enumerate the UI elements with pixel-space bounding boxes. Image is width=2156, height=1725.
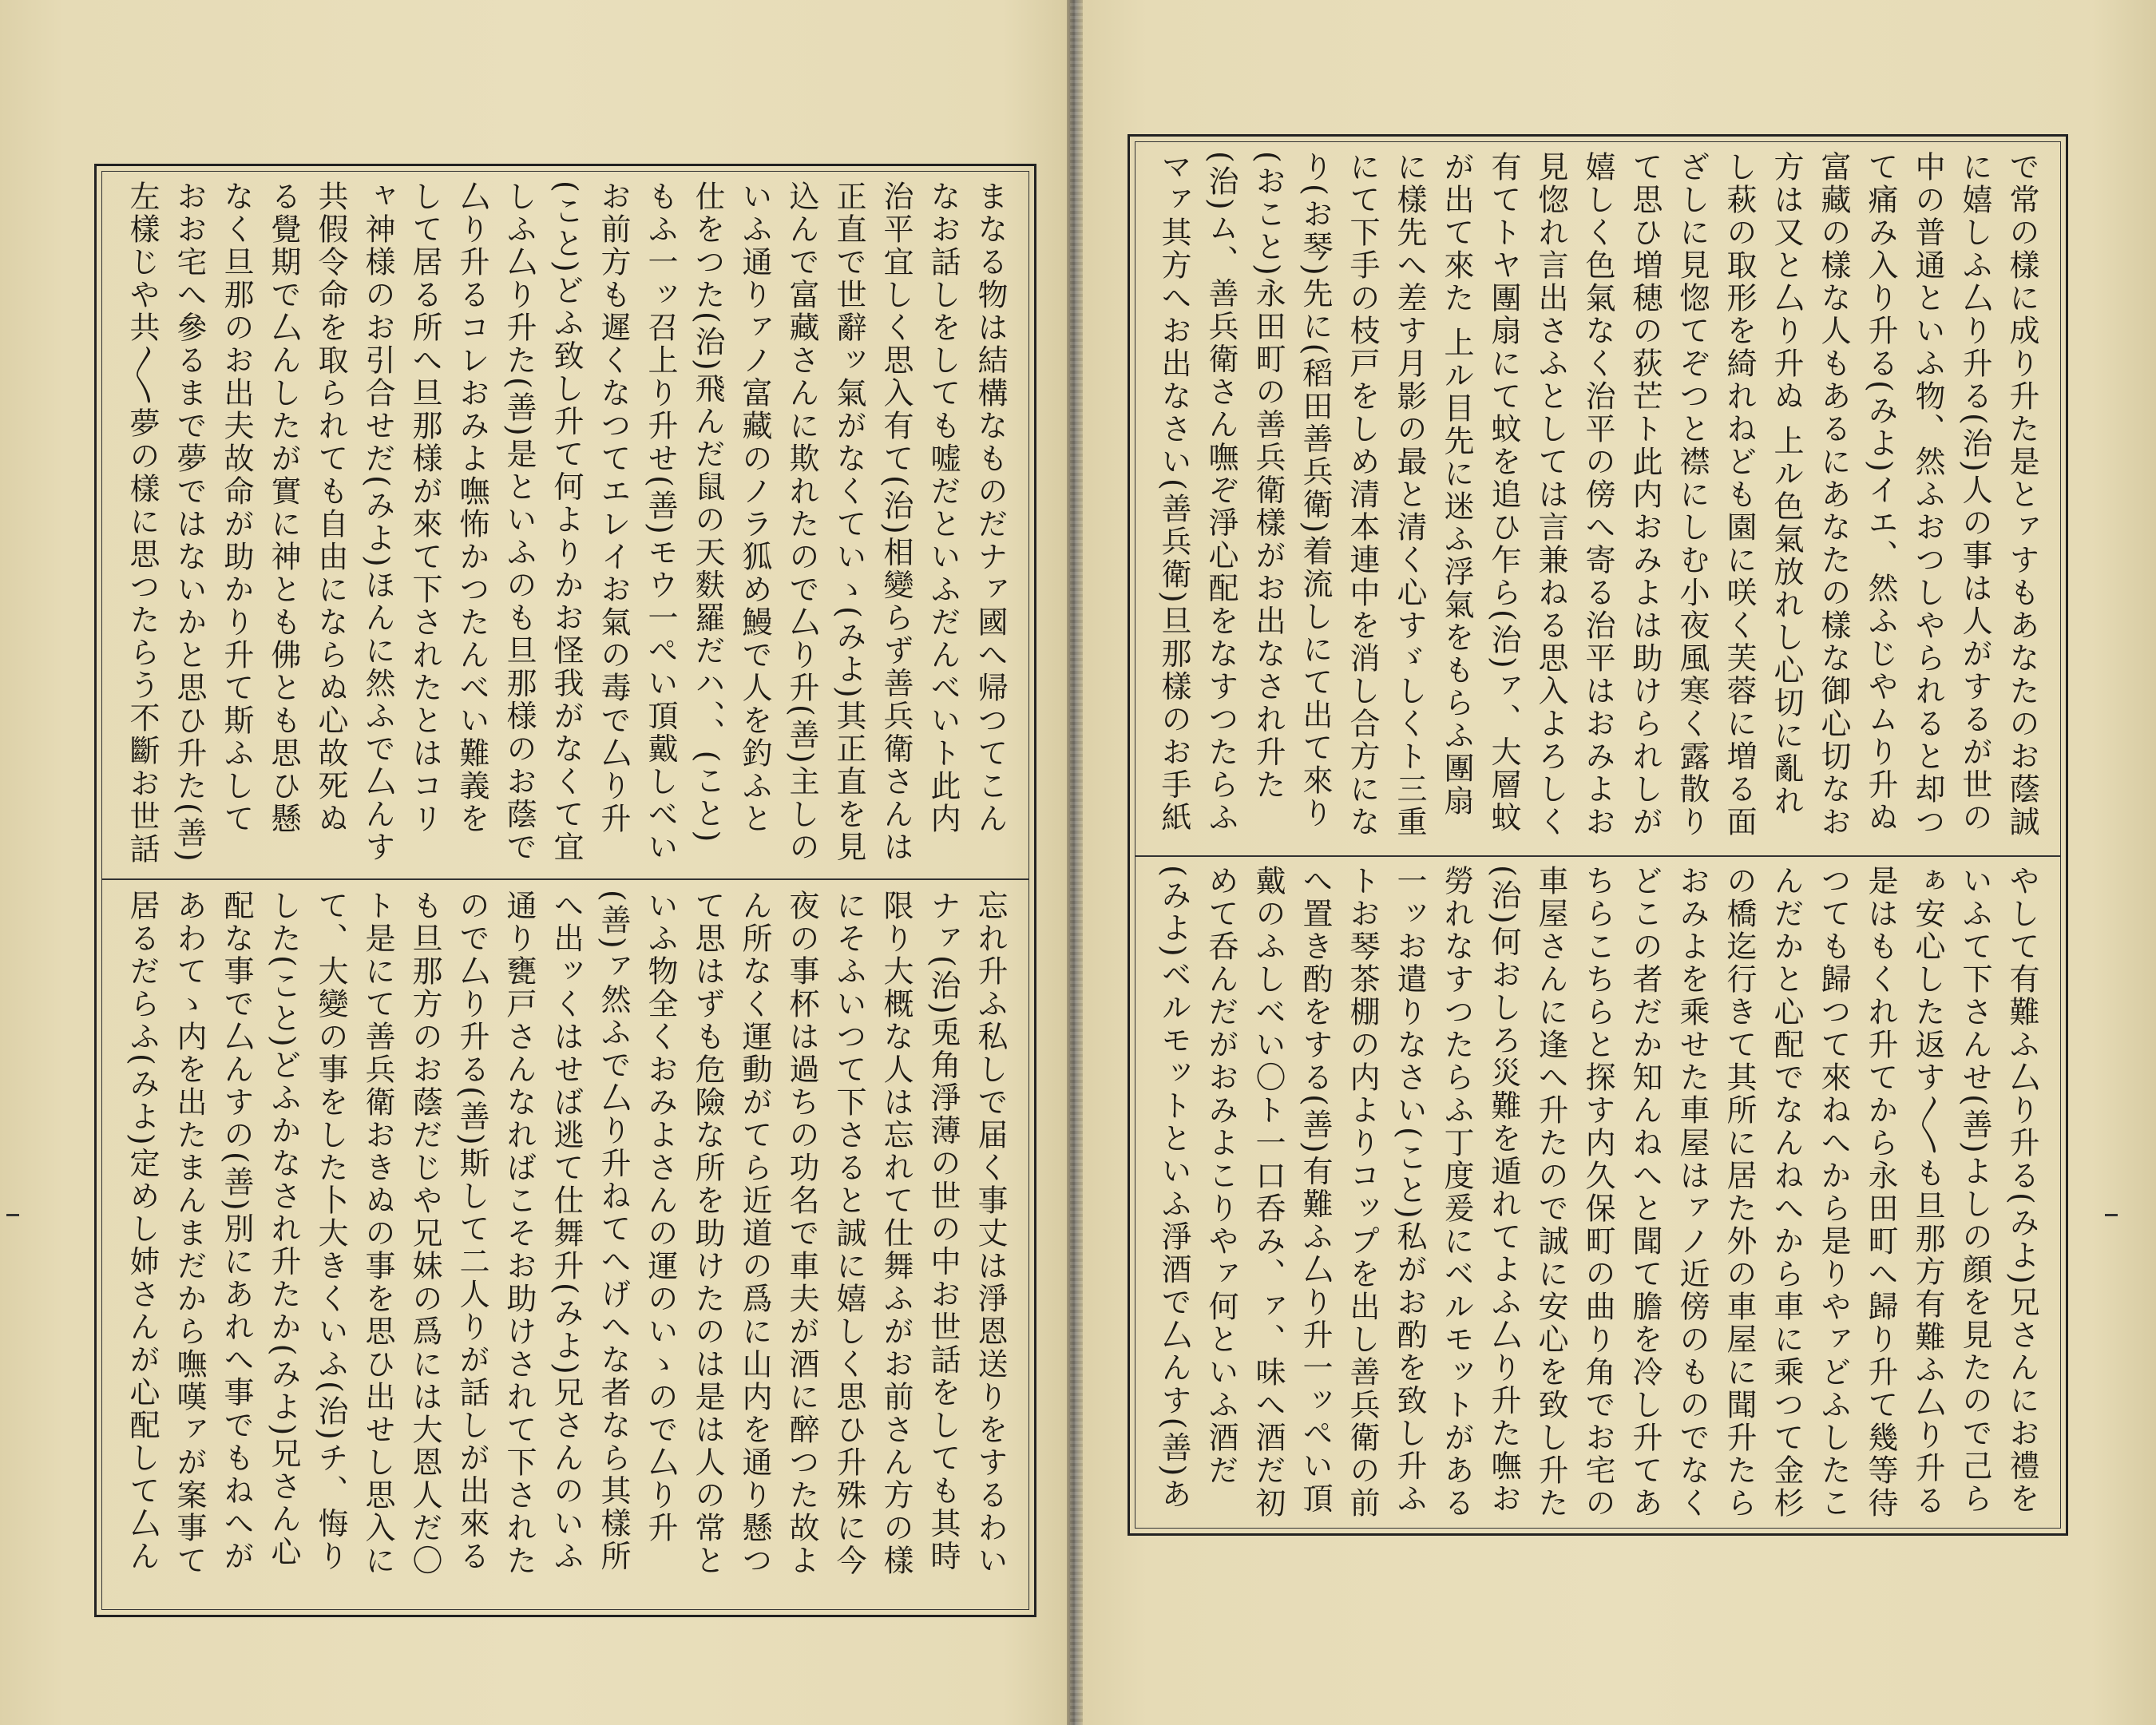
left-lower-text-block: 忘れ升ふ私しで届く事丈は淨恩送りをするわいナァ(治)兎角淨薄の世の中お世話をしても其時限り大概な人は忘れて仕舞ふがお前さん方の樣にそふいつて下さると誠に嬉しく思ひ升殊に今夜の事杯は過ちの功名で車夫が酒に醉つた故よん所なく運動がてら近道の爲に山内を通り懸つて思はずも危險な所を助けたのは是は人の常といふ物全くおみよさんの運のいゝので厶り升(善)ァ然ふで厶り升ねてへげへな者なら其樣所へ出ッくはせば逃て仕舞升(みよ)兄さんのいふ通り甕戸さんなればこそお助けされて下されたので厶り升る(善)斯して二人りが話しが出來るも旦那方のお蔭だじや兄妹の爲には大恩人だ〇ト是にて善兵衛おきぬの事を思ひ出せし思入にて、大變の事をした卜大きくいふ(治)チ、悔りした(こと)どふかなされ升たか(みよ)兄さん心配な事で厶んすの(善)別にあれへ事でもねへがあわてゝ内を出たまんまだから嘸嘆ァが案事て居るだらふ(みよ)定めし姉さんが心配して厶ん: [125, 890, 1008, 1577]
right-lower-text-block: やして有難ふ厶り升る(みよ)兄さんにお禮をいふて下さんせ(善)よしの顔を見たので己らぁ安心した返す〳〵も旦那方有難ふ厶り升る是はもくれ升てから永田町へ歸り升て幾等待つても歸つて來ねへから是りやァどふしたこんだかと心配でなんねへから車に乘つて金杉の橋迄行きて其所に居た外の車屋に聞升たらおみよを乘せた車屋はァノ近傍のものでなくどこの者だか知んねへと聞て膽を冷し升てあちらこちらと探す内久保町の曲り角でお宅の車屋さんに逢へ升たので誠に安心を致し升た(治)何おしろ災難を遁れてよふ厶り升た嘸お勞れなすつたらふ丁度爰にベルモットがある一ッお遣りなさい(こと)私がお酌を致し升ふトお琴茶棚の内よりコップを出し善兵衛の前へ置き酌をする(善)有難ふ厶り升一ッぺい頂戴のふしべい〇ト一口呑み、ァ、味へ酒だ初めて呑んだがおみよこりやァ何といふ酒だ(みよ)ベルモットといふ淨酒で厶んす(善)あ: [1156, 865, 2039, 1520]
left-margin-mark: [6, 1214, 19, 1216]
left-upper-text-block: まなる物は結構なものだナァ國へ帰つてこんなお話しをしても嘘だといふだんべいト此内治平宜しく思入有て(治)相變らず善兵衛さんは正直で世辭ッ氣がなくていゝ(みよ)其正直を見込んで富藏さんに欺れたので厶り升(善)主しのいふ通りァノ富藏のノラ狐め鰻で人を釣ふと仕をつた(治)飛んだ鼠の天麩羅だハ、、(こと)もふ一ッ召上り升せ(善)モウ一ぺい頂戴しべいお前方も遲くなつてエレイお氣の毒で厶り升(こと)どふ致し升て何よりかお怪我がなくて宜しふ厶り升た(善)是といふのも旦那様のお蔭で厶り升るコレおみよ嘸怖かつたんべい難義をして居る所へ旦那様が來て下されたとはコリャ神様のお引合せだ(みよ)ほんに然ふで厶んす共假令命を取られても自由にならぬ心故死ぬる覺期で厶んしたが實に神とも佛とも思ひ懸なく旦那のお出夫故命が助かり升て斯ふしておお宅へ參るまで夢ではないかと思ひ升た(善)左樣じや共〳〵夢の樣に思つたらう不斷お世話: [125, 180, 1008, 866]
right-text-frame: [1128, 134, 2068, 1536]
right-margin-mark: [2105, 1214, 2118, 1216]
left-page: [0, 0, 1067, 1725]
spine-texture: [1070, 0, 1083, 1725]
left-register-divider: [101, 878, 1029, 880]
left-text-frame: [94, 164, 1036, 1617]
right-upper-text-block: で常の樣に成り升た是とァすもあなたのお蔭誠に嬉しふ厶り升る(治)人の事は人がするが世の中の普通といふ物、然ふおつしやられると却つて痛み入り升る(みよ)イエ、然ふじやムり升ぬ富藏の樣な人もあるにあなたの樣な御心切なお方は又と厶り升ぬ 上ル色氣放れし心切に亂れし萩の取形を綺れねども園に咲く芙蓉に増る面ざしに見惚てぞつと襟にしむ小夜風寒く露散りて思ひ増穂の荻芒ト此内おみよは助けられしが嬉しく色氣なく治平の傍へ寄る治平はおみよお見惚れ言出さふとしては言兼ねる思入よろしく有てトヤ團扇にて蚊を追ひ乍ら(治)ァ、大層蚊が出て來た 上ル目先に迷ふ浮氣をもらふ團扇に樣先へ差す月影の最と清く心すゞしくト三重にて下手の枝戸をしめ清本連中を消し合方になり(お琴)先に(稻田善兵衛)着流しにて出て來り(おこと)永田町の善兵衛樣がお出なされ升た(治)ム、善兵衛さん嘸ぞ淨心配をなすつたらふマァ其方へお出なさい(善兵衛)旦那樣のお手紙: [1156, 151, 2039, 839]
right-register-divider: [1135, 855, 2061, 857]
